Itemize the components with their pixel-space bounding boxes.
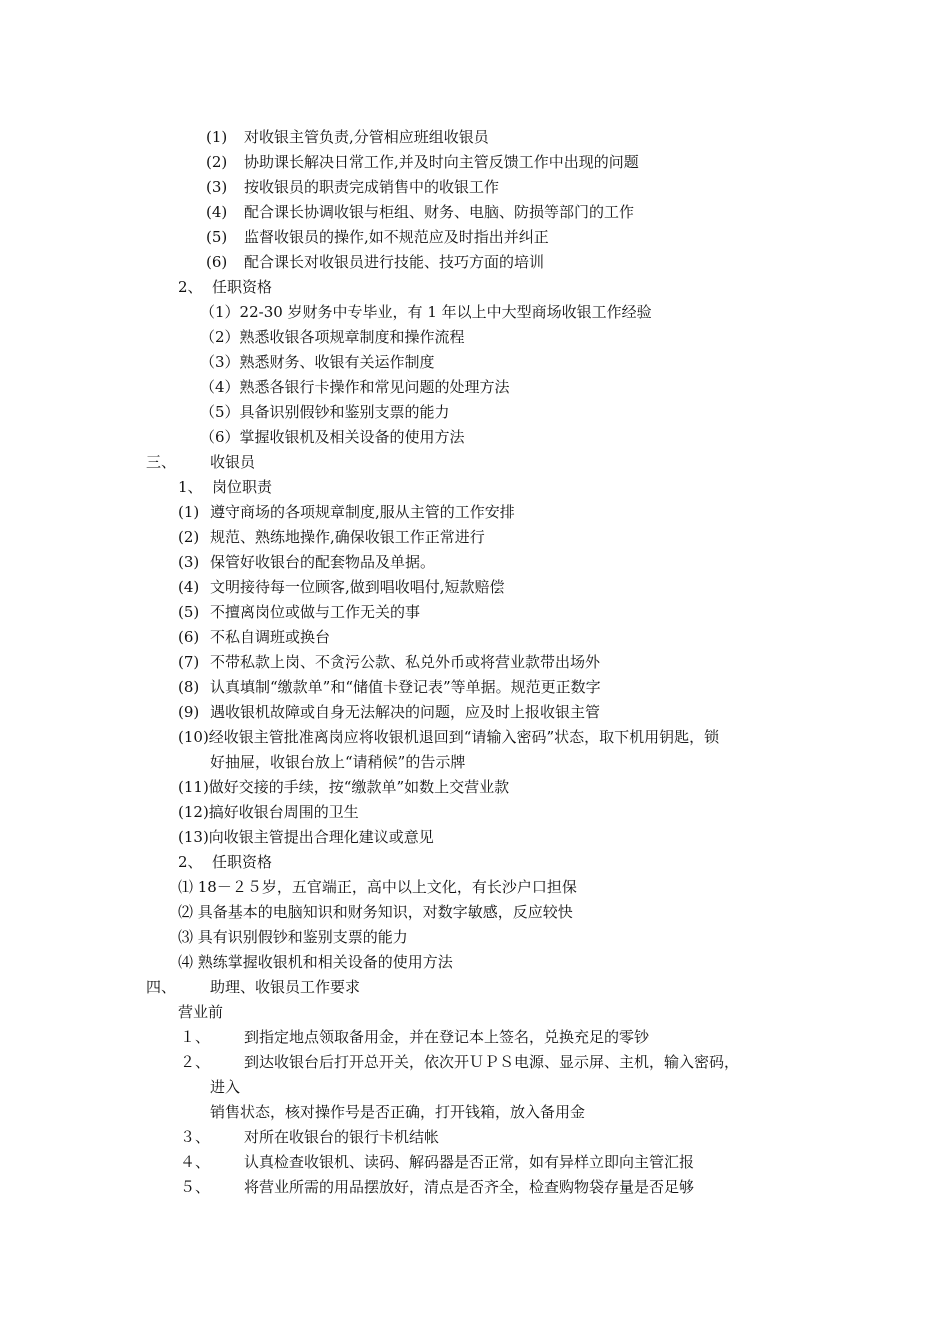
- requirement-line-continuation: 进入: [210, 1078, 241, 1096]
- duty-line: (11)做好交接的手续，按“缴款单”如数上交营业款: [178, 778, 510, 796]
- duty-line: (5) 不擅离岗位或做与工作无关的事: [178, 603, 421, 621]
- requirement-line: ５、 将营业所需的用品摆放好，清点是否齐全，检查购物袋存量是否足够: [180, 1178, 695, 1196]
- qualification-line: ⑴ 18－２５岁，五官端正，高中以上文化，有长沙户口担保: [178, 878, 577, 896]
- duty-line: (1) 遵守商场的各项规章制度,服从主管的工作安排: [178, 503, 515, 521]
- duty-line: (2) 协助课长解决日常工作,并及时向主管反馈工作中出现的问题: [206, 153, 639, 171]
- qualification-line: （5）具备识别假钞和鉴别支票的能力: [200, 403, 450, 421]
- duty-line: (4) 文明接待每一位顾客,做到唱收唱付,短款赔偿: [178, 578, 505, 596]
- qualification-line: ⑵ 具备基本的电脑知识和财务知识，对数字敏感，反应较快: [178, 903, 573, 921]
- qualification-line: （4）熟悉各银行卡操作和常见问题的处理方法: [200, 378, 510, 396]
- requirement-line: １、 到指定地点领取备用金，并在登记本上签名，兑换充足的零钞: [180, 1028, 650, 1046]
- duty-line: (3) 保管好收银台的配套物品及单据。: [178, 553, 436, 571]
- requirement-line: ３、 对所在收银台的银行卡机结帐: [180, 1128, 440, 1146]
- qualification-line: （1）22-30 岁财务中专毕业，有 1 年以上中大型商场收银工作经验: [200, 303, 652, 321]
- requirement-line: ２、 到达收银台后打开总开关，依次开ＵＰＳ电源、显示屏、主机，输入密码，: [180, 1053, 740, 1071]
- requirement-line-continuation: 销售状态，核对操作号是否正确，打开钱箱，放入备用金: [210, 1103, 586, 1121]
- duty-line: (8) 认真填制“缴款单”和“储值卡登记表”等单据。规范更正数字: [178, 678, 601, 696]
- duty-line: (12)搞好收银台周围的卫生: [178, 803, 359, 821]
- qualification-line: ⑷ 熟练掌握收银机和相关设备的使用方法: [178, 953, 453, 971]
- duty-line: (3) 按收银员的职责完成销售中的收银工作: [206, 178, 500, 196]
- duty-line: (13)向收银主管提出合理化建议或意见: [178, 828, 434, 846]
- duty-line: (9) 遇收银机故障或自身无法解决的问题，应及时上报收银主管: [178, 703, 601, 721]
- subsection-heading: 2、 任职资格: [178, 853, 273, 871]
- duty-line: (4) 配合课长协调收银与柜组、财务、电脑、防损等部门的工作: [206, 203, 635, 221]
- qualification-line: （6）掌握收银机及相关设备的使用方法: [200, 428, 465, 446]
- duty-line: (1) 对收银主管负责,分管相应班组收银员: [206, 128, 489, 146]
- duty-line: (5) 监督收银员的操作,如不规范应及时指出并纠正: [206, 228, 549, 246]
- duty-line: (10)经收银主管批准离岗应将收银机退回到“请输入密码”状态，取下机用钥匙，锁: [178, 728, 720, 746]
- duty-line-continuation: 好抽屉，收银台放上“请稍候”的告示牌: [210, 753, 466, 771]
- section-heading: 四、 助理、收银员工作要求: [146, 978, 361, 996]
- duty-line: (2) 规范、熟练地操作,确保收银工作正常进行: [178, 528, 485, 546]
- requirement-line: ４、 认真检查收银机、读码、解码器是否正常，如有异样立即向主管汇报: [180, 1153, 695, 1171]
- subsection-heading: 营业前: [178, 1003, 224, 1021]
- qualification-line: ⑶ 具有识别假钞和鉴别支票的能力: [178, 928, 408, 946]
- duty-line: (6) 不私自调班或换台: [178, 628, 331, 646]
- subsection-heading: 2、 任职资格: [178, 278, 273, 296]
- qualification-line: （2）熟悉收银各项规章制度和操作流程: [200, 328, 465, 346]
- duty-line: (7) 不带私款上岗、不贪污公款、私兑外币或将营业款带出场外: [178, 653, 601, 671]
- section-heading: 三、 收银员: [146, 453, 256, 471]
- subsection-heading: 1、 岗位职责: [178, 478, 273, 496]
- qualification-line: （3）熟悉财务、收银有关运作制度: [200, 353, 435, 371]
- duty-line: (6) 配合课长对收银员进行技能、技巧方面的培训: [206, 253, 545, 271]
